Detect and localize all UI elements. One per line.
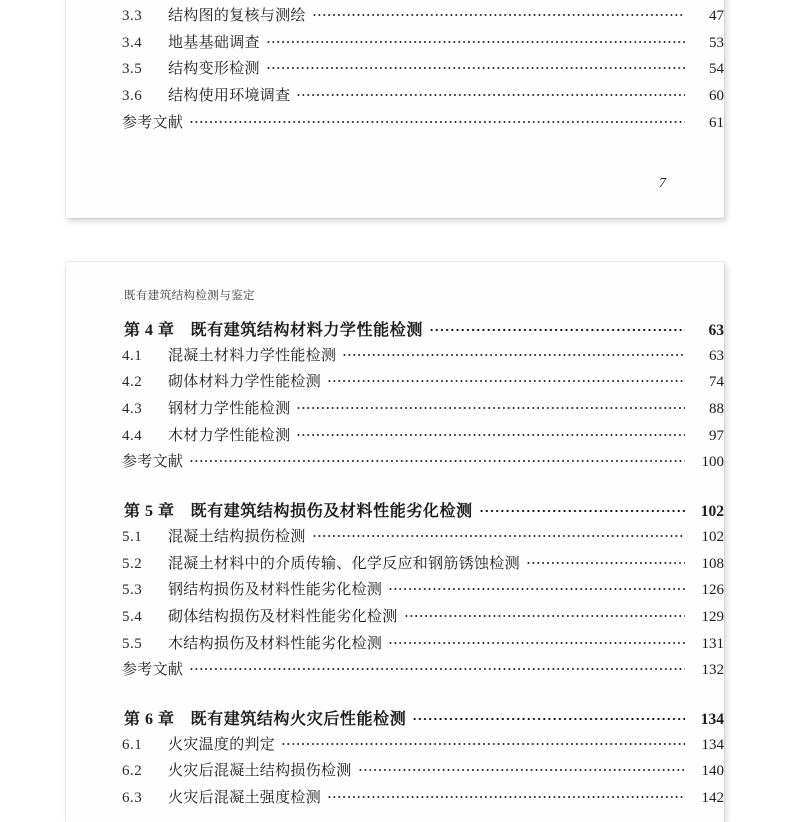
- toc-entry-row[interactable]: [66, 424, 724, 451]
- toc-entry-label: 钢材力学性能检测: [168, 401, 291, 418]
- toc-entry-row[interactable]: [66, 344, 724, 371]
- toc-entry-row[interactable]: [66, 733, 724, 760]
- toc-entry-number: 5.3: [122, 582, 143, 599]
- toc-entry-number: 5.2: [122, 555, 143, 572]
- toc-entry-label: 砌体结构损伤及材料性能劣化检测: [168, 608, 398, 625]
- toc-entry-label: 既有建筑结构火灾后性能检测: [190, 710, 407, 728]
- toc-entry-page-number: 140: [701, 763, 724, 780]
- toc-entry-label: 既有建筑结构材料力学性能检测: [190, 322, 423, 339]
- toc-entry-row[interactable]: [66, 4, 724, 31]
- toc-entry-number: 3.6: [122, 88, 143, 105]
- toc-entry-label: 钢结构损伤及材料性能劣化检测: [168, 582, 383, 599]
- toc-entry-page-number: 54: [709, 61, 724, 78]
- toc-chapter-row[interactable]: [66, 706, 724, 733]
- dot-leader: [281, 742, 685, 746]
- toc-entry-row[interactable]: [66, 759, 724, 786]
- toc-entry-number: 5.5: [122, 635, 143, 652]
- dot-leader: [412, 717, 685, 721]
- dot-leader: [327, 795, 685, 799]
- toc-entry-label: 结构图的复核与测绘: [168, 8, 306, 24]
- toc-entry-page-number: 97: [709, 427, 724, 444]
- dot-leader: [189, 667, 685, 671]
- toc-entry-page-number: 134: [700, 710, 724, 728]
- toc-entry-number: 3.5: [122, 61, 143, 78]
- toc-entry-page-number: 102: [700, 503, 724, 521]
- toc-entry-label: 结构使用环境调查: [168, 88, 291, 105]
- toc-entry-row[interactable]: [66, 552, 724, 579]
- toc-entry-number: 6.2: [122, 763, 143, 780]
- toc-entry-row[interactable]: [66, 605, 724, 632]
- toc-entry-page-number: 74: [709, 374, 724, 391]
- toc-entry-label: 火灾后混凝土强度检测: [168, 790, 322, 806]
- toc-entry-row[interactable]: [66, 658, 724, 685]
- dot-leader: [296, 406, 685, 410]
- toc-entry-label: 木材力学性能检测: [168, 427, 291, 444]
- toc-entry-page-number: 102: [701, 528, 724, 545]
- chapter-spacer: [66, 685, 724, 706]
- toc-entry-page-number: 60: [709, 88, 724, 105]
- toc-entry-page-number: 132: [701, 662, 724, 679]
- toc-entry-number: 4.3: [122, 401, 143, 418]
- toc-entry-label: 地基基础调查: [168, 34, 260, 51]
- toc-entry-row[interactable]: [66, 397, 724, 424]
- toc-entry-number: 5.4: [122, 608, 143, 625]
- dot-leader: [189, 459, 685, 463]
- dot-leader: [479, 509, 685, 513]
- running-head: 既有建筑结构检测与鉴定: [124, 290, 255, 302]
- toc-entry-label: 混凝土材料力学性能检测: [168, 347, 337, 364]
- dot-leader: [189, 120, 685, 124]
- toc-entry-page-number: 142: [701, 790, 724, 806]
- toc-entry-row[interactable]: [66, 450, 724, 477]
- toc-entry-number: 3.3: [122, 8, 143, 24]
- toc-chapter-row[interactable]: [66, 317, 724, 344]
- dot-leader: [296, 433, 685, 437]
- toc-entry-page-number: 129: [701, 608, 724, 625]
- toc-entry-page-number: 108: [701, 555, 724, 572]
- dot-leader: [312, 13, 685, 17]
- toc-entry-number: 第 4 章: [124, 322, 175, 339]
- toc-entry-row[interactable]: [66, 57, 724, 84]
- chapter-spacer: [66, 477, 724, 498]
- page-folio: 7: [659, 176, 666, 191]
- toc-entry-number: 6.1: [122, 736, 143, 753]
- toc-entry-number: 4.1: [122, 347, 143, 364]
- dot-leader: [358, 768, 685, 772]
- toc-entry-label: 参考文献: [122, 114, 184, 131]
- toc-entry-number: 5.1: [122, 528, 143, 545]
- toc-list-top: [66, 4, 724, 137]
- toc-entry-label: 火灾温度的判定: [168, 736, 276, 753]
- dot-leader: [266, 40, 685, 44]
- toc-entry-label: 既有建筑结构损伤及材料性能劣化检测: [190, 503, 473, 521]
- toc-entry-label: 混凝土材料中的介质传输、化学反应和钢筋锈蚀检测: [168, 555, 520, 572]
- dot-leader: [266, 66, 685, 70]
- toc-entry-row[interactable]: [66, 370, 724, 397]
- toc-entry-page-number: 47: [709, 8, 724, 24]
- toc-chapter-row[interactable]: [66, 498, 724, 525]
- toc-entry-label: 结构变形检测: [168, 61, 260, 78]
- toc-entry-row[interactable]: [66, 84, 724, 111]
- dot-leader: [429, 328, 685, 332]
- toc-entry-number: 4.2: [122, 374, 143, 391]
- book-page-top: [66, 0, 724, 218]
- toc-entry-label: 参考文献: [122, 662, 184, 679]
- toc-entry-page-number: 63: [708, 322, 724, 339]
- toc-list-bottom: [66, 317, 724, 813]
- toc-entry-row[interactable]: [66, 632, 724, 659]
- dot-leader: [388, 587, 685, 591]
- toc-entry-label: 混凝土结构损伤检测: [168, 528, 306, 545]
- toc-entry-page-number: 63: [709, 347, 724, 364]
- dot-leader: [526, 561, 685, 565]
- toc-entry-label: 参考文献: [122, 454, 184, 471]
- toc-entry-number: 6.3: [122, 790, 143, 806]
- dot-leader: [327, 379, 685, 383]
- dot-leader: [388, 641, 685, 645]
- toc-entry-label: 火灾后混凝土结构损伤检测: [168, 763, 352, 780]
- toc-entry-number: 3.4: [122, 34, 143, 51]
- toc-entry-label: 砌体材料力学性能检测: [168, 374, 322, 391]
- toc-entry-page-number: 61: [709, 114, 724, 131]
- dot-leader: [312, 534, 685, 538]
- toc-entry-row[interactable]: [66, 578, 724, 605]
- toc-entry-page-number: 53: [709, 34, 724, 51]
- toc-entry-page-number: 88: [709, 401, 724, 418]
- toc-entry-page-number: 134: [701, 736, 724, 753]
- toc-entry-page-number: 100: [701, 454, 724, 471]
- book-page-bottom: [66, 262, 724, 822]
- dot-leader: [342, 353, 685, 357]
- dot-leader: [404, 614, 685, 618]
- toc-entry-row[interactable]: [66, 525, 724, 552]
- toc-entry-label: 木结构损伤及材料性能劣化检测: [168, 635, 383, 652]
- toc-entry-number: 第 6 章: [124, 710, 175, 728]
- toc-entry-row[interactable]: [66, 111, 724, 138]
- toc-entry-number: 第 5 章: [124, 503, 175, 521]
- toc-entry-number: 4.4: [122, 427, 143, 444]
- toc-entry-row[interactable]: [66, 31, 724, 58]
- toc-entry-row[interactable]: [66, 786, 724, 813]
- dot-leader: [296, 93, 685, 97]
- toc-entry-page-number: 131: [701, 635, 724, 652]
- toc-entry-page-number: 126: [701, 582, 724, 599]
